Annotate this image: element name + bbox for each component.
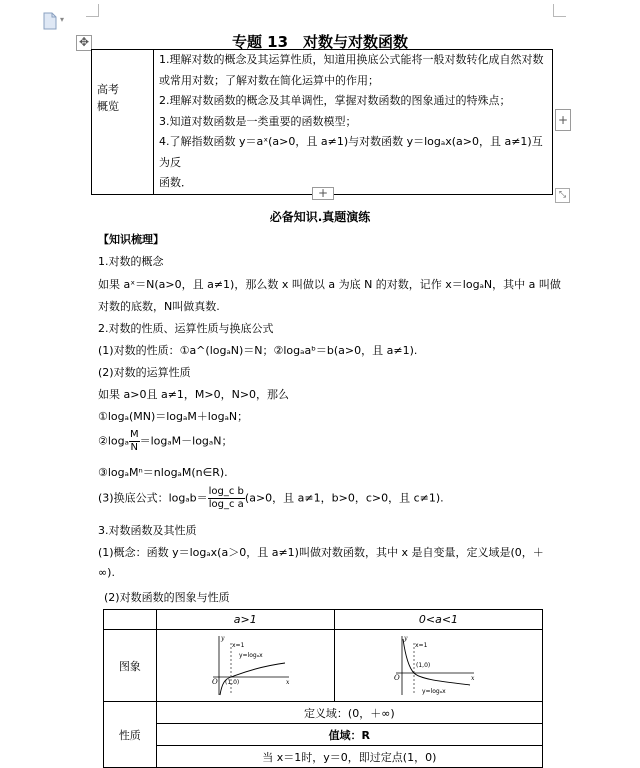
- graph-increasing-cell: [156, 630, 334, 702]
- point-label: (1,0): [225, 678, 240, 686]
- formula-suffix: (a>0，且 a≠1，b>0，c>0，且 c≠1).: [244, 491, 444, 505]
- fraction-numerator: log_c b: [208, 486, 244, 497]
- add-row-button[interactable]: +: [312, 187, 334, 200]
- table-move-handle-icon[interactable]: ✥: [76, 35, 92, 51]
- overview-line: 3.知道对数函数是一类重要的函数模型；: [159, 114, 357, 128]
- row-label-properties: 性质: [104, 702, 157, 768]
- graph-decreasing: [388, 633, 488, 699]
- y-label: y: [404, 634, 408, 642]
- log-curve: [403, 639, 470, 685]
- fixed-point-cell: 当 x＝1时，y＝0，即过定点(1，0): [156, 746, 542, 768]
- body-line: 如果 aˣ＝N(a>0，且 a≠1)，那么数 x 叫做以 a 为底 N 的对数，记作 x＝logₐN，其中 a 叫做: [98, 278, 561, 291]
- overview-content: [154, 50, 553, 195]
- chevron-down-icon[interactable]: ▾: [60, 15, 65, 24]
- range-cell: 值域：R: [156, 724, 542, 746]
- section-heading: 必备知识.真题演练: [269, 210, 371, 224]
- fraction-numerator: M: [129, 429, 139, 440]
- body-line: (1)概念：函数 y＝logₐx(a＞0，且 a≠1)叫做对数函数，其中 x 是自变量，定义域是(0，＋: [98, 546, 544, 559]
- header-a-between-0-1: 0<a<1: [334, 610, 542, 630]
- body-line: (1)对数的性质：①a^(logₐN)＝N；②logₐaᵇ＝b(a>0，且 a≠1).: [98, 344, 418, 357]
- body-line: 2.对数的性质、运算性质与换底公式: [98, 322, 274, 335]
- header-empty-cell: [104, 610, 157, 630]
- add-column-button[interactable]: +: [555, 109, 571, 131]
- body-formula-change-of-base: [98, 486, 444, 511]
- body-line: 3.对数函数及其性质: [98, 524, 197, 537]
- page-corner-top-right: [553, 4, 566, 17]
- x1-label: x=1: [232, 641, 245, 649]
- row-label-graph: 图象: [104, 630, 157, 702]
- overview-line: 函数．: [159, 176, 192, 189]
- domain-cell: 定义域：(0，＋∞): [156, 702, 542, 724]
- x-label: x: [471, 674, 475, 682]
- overview-line: 或常用对数；了解对数在简化运算中的作用；: [159, 73, 379, 87]
- overview-label: [92, 50, 154, 195]
- x-label: x: [286, 678, 290, 686]
- body-line: 如果 a>0且 a≠1，M>0，N>0，那么: [98, 388, 290, 401]
- fraction-denominator: N: [130, 442, 138, 453]
- body-line: (2)对数的运算性质: [98, 366, 191, 379]
- overview-table: [91, 49, 553, 195]
- body-line: ③logₐMⁿ＝nlogₐM(n∈R).: [98, 466, 228, 479]
- fraction: [208, 486, 245, 511]
- overview-label-line2: 概览: [97, 99, 119, 113]
- origin-label: O: [212, 677, 219, 686]
- formula-prefix: ②logₐ: [98, 434, 129, 448]
- y-label: y: [221, 634, 225, 642]
- curve-label: y=logₐx: [239, 651, 263, 659]
- origin-label: O: [394, 673, 401, 682]
- page-corner-top-left: [86, 4, 99, 17]
- body-line: (2)对数函数的图象与性质: [104, 591, 230, 604]
- body-line: 1.对数的概念: [98, 255, 164, 268]
- document-icon[interactable]: [42, 12, 58, 30]
- body-line: 对数的底数，N叫做真数.: [98, 300, 220, 313]
- overview-line: 4.了解指数函数 y＝aˣ(a>0，且 a≠1)与对数函数 y＝logₐx(a>0，且 a≠1)互为反: [159, 135, 543, 169]
- overview-label-line1: 高考: [97, 83, 119, 96]
- table-resize-icon[interactable]: ⤡: [555, 188, 570, 203]
- page-title: 专题 13 对数与对数函数: [231, 33, 409, 51]
- overview-line: 2.理解对数函数的概念及其单调性，掌握对数函数的图象通过的特殊点；: [159, 94, 511, 107]
- graph-increasing: [195, 633, 295, 699]
- curve-label: y=logₐx: [422, 687, 447, 695]
- formula-prefix: (3)换底公式：logₐb＝: [98, 491, 208, 505]
- body-line: ①logₐ(MN)＝logₐM＋logₐN；: [98, 410, 249, 423]
- knowledge-heading: 【知识梳理】: [98, 233, 164, 246]
- graph-decreasing-cell: [334, 630, 542, 702]
- header-a-greater-1: a>1: [156, 610, 334, 630]
- body-formula-quotient: [98, 429, 232, 454]
- body-line: ∞).: [98, 566, 115, 579]
- overview-line: 1.理解对数的概念及其运算性质，知道用换底公式能将一般对数转化成自然对数: [159, 53, 544, 66]
- x1-label: x=1: [415, 641, 428, 649]
- point-label: (1,0): [416, 661, 431, 669]
- log-function-properties-table: [103, 609, 543, 768]
- formula-suffix: ＝logₐM－logₐN；: [139, 434, 233, 448]
- fraction-denominator: log_c a: [208, 499, 244, 510]
- fraction: [129, 429, 140, 454]
